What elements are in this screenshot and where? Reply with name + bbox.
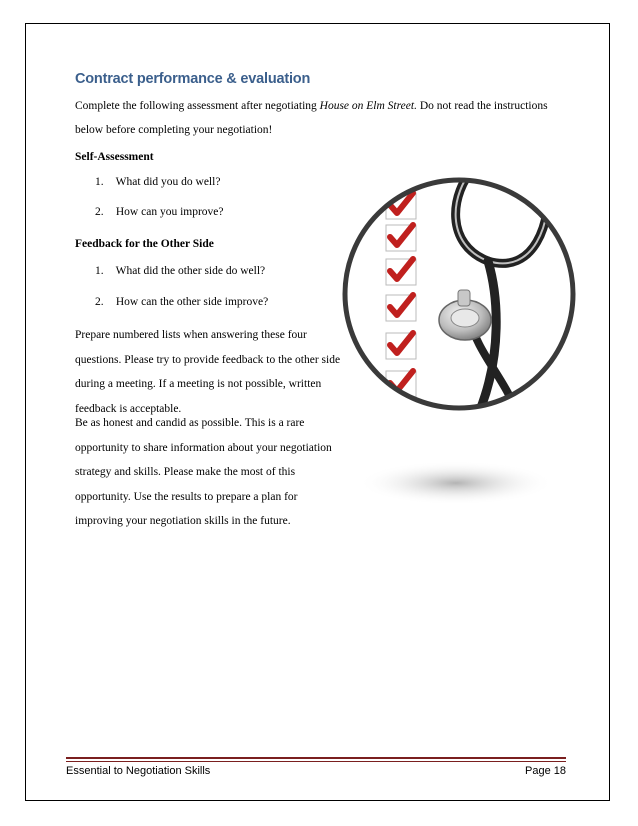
feedback-item-1 <box>95 265 265 277</box>
list-number: 1. <box>95 265 104 277</box>
feedback-title: Feedback for the Other Side <box>75 238 214 250</box>
instructions-paragraph: Prepare numbered lists when answering these four questions. Please try to provide feedback to the other side during a meeting. If a meeting is not possible, written feedback is acceptable. <box>75 329 341 415</box>
list-number: 1. <box>95 176 104 188</box>
list-number: 2. <box>95 206 104 218</box>
intro-paragraph <box>75 94 555 142</box>
list-number: 2. <box>95 296 104 308</box>
feedback-item-2 <box>95 296 268 308</box>
checklist-stethoscope-icon <box>328 165 598 505</box>
list-text: How can the other side improve? <box>115 296 269 308</box>
page-heading: Contract performance & evaluation <box>75 71 311 87</box>
list-text: How can you improve? <box>115 206 224 218</box>
self-assessment-title: Self-Assessment <box>75 151 154 163</box>
self-assessment-item-2 <box>95 206 224 218</box>
footer-page-number: Page 18 <box>525 765 566 777</box>
honesty-paragraph: Be as honest and candid as possible. This is a rare opportunity to share information about your negotiation strategy and skills. Please make the most of this opportunity. Use the results to prepare a plan for improving your negotiation skills in the future. <box>75 417 332 527</box>
intro-text-after: Do not read the instructions below before completing your negotiation! <box>75 100 548 136</box>
intro-text-before: Complete the following assessment after negotiating <box>75 100 320 112</box>
footer-divider <box>66 757 566 762</box>
list-text: What did the other side do well? <box>115 265 266 277</box>
footer-book-title: Essential to Negotiation Skills <box>66 765 211 777</box>
list-text: What did you do well? <box>115 176 221 188</box>
self-assessment-item-1 <box>95 176 220 188</box>
intro-case-title: House on Elm Street. <box>319 100 417 112</box>
